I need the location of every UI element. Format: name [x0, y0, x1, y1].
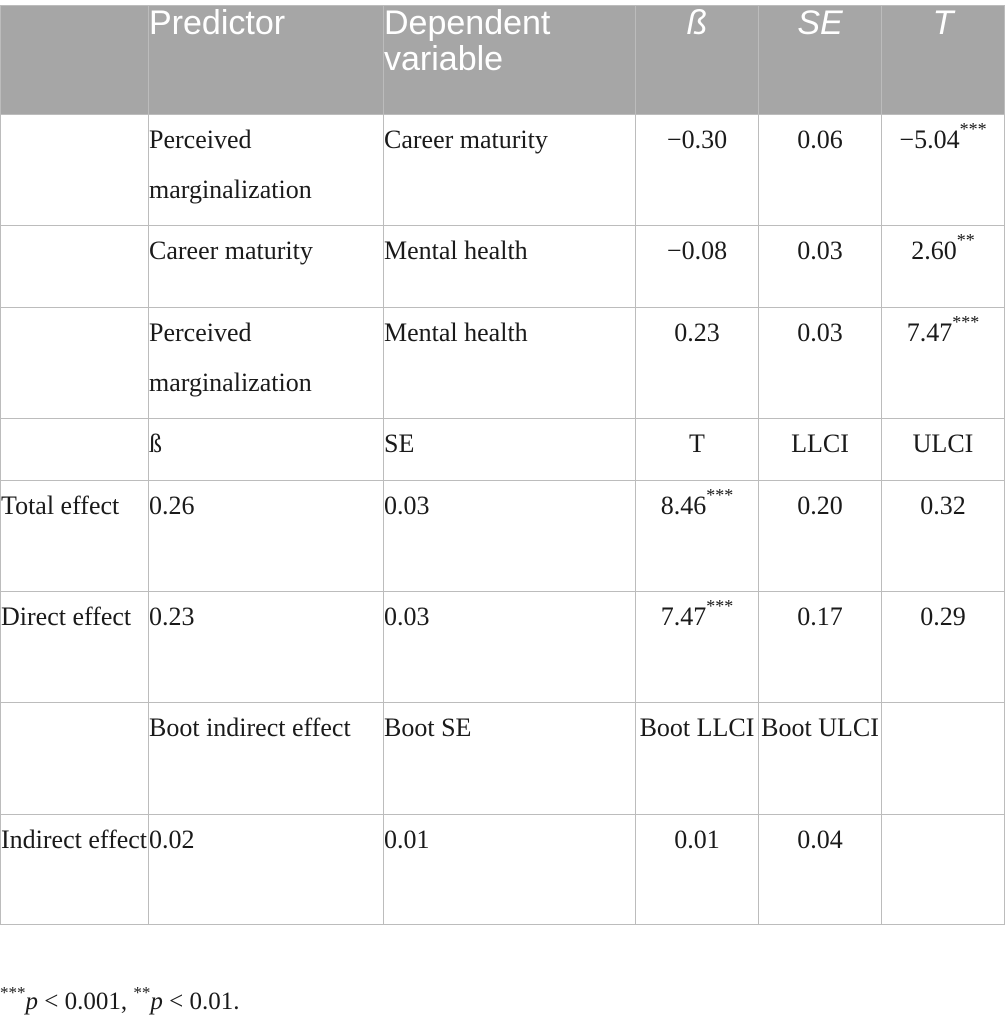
- t-cell: [882, 115, 1005, 226]
- se-cell: 0.03: [384, 481, 636, 592]
- header-t: T: [882, 6, 1005, 115]
- footnote-p-2: p: [150, 988, 163, 1015]
- beta-cell: 0.23: [636, 308, 759, 419]
- t-value: 7.47: [906, 318, 953, 347]
- row-label: [1, 308, 149, 419]
- predictor-cell: Perceived marginalization: [149, 308, 384, 419]
- header-se: SE: [759, 6, 882, 115]
- boot-indirect-cell: 0.02: [149, 815, 384, 925]
- significance-mark: ***: [959, 119, 987, 139]
- row-label: Total effect: [1, 481, 149, 592]
- header-empty: [1, 6, 149, 115]
- row-label: [1, 226, 149, 308]
- table-row: [1, 592, 1005, 703]
- row-label: Indirect effect: [1, 815, 149, 925]
- significance-mark: ***: [706, 485, 734, 505]
- se-cell: 0.03: [384, 592, 636, 703]
- subheader-boot-se: Boot SE: [384, 703, 636, 815]
- se-cell: 0.03: [759, 226, 882, 308]
- header-dependent-variable: Dependent variable: [384, 6, 636, 115]
- se-cell: 0.06: [759, 115, 882, 226]
- empty-cell: [882, 815, 1005, 925]
- boot-ulci-cell: 0.04: [759, 815, 882, 925]
- t-cell: [636, 481, 759, 592]
- t-value: −5.04: [899, 125, 960, 154]
- boot-llci-cell: 0.01: [636, 815, 759, 925]
- beta-cell: 0.26: [149, 481, 384, 592]
- footnote-text-2: < 0.01.: [162, 988, 240, 1015]
- table-footnote: [0, 983, 240, 1016]
- table-row: [1, 226, 1005, 308]
- predictor-cell: Perceived marginalization: [149, 115, 384, 226]
- header-predictor: Predictor: [149, 6, 384, 115]
- beta-cell: −0.08: [636, 226, 759, 308]
- table-row: [1, 115, 1005, 226]
- row-label: [1, 115, 149, 226]
- table-row: [1, 481, 1005, 592]
- table-row: [1, 815, 1005, 925]
- subheader-boot-indirect-effect: Boot indirect effect: [149, 703, 384, 815]
- results-table: [0, 5, 1005, 925]
- t-cell: [882, 308, 1005, 419]
- predictor-cell: Career maturity: [149, 226, 384, 308]
- row-label: Direct effect: [1, 592, 149, 703]
- row-label: [1, 419, 149, 481]
- subheader-ulci: ULCI: [882, 419, 1005, 481]
- llci-cell: 0.20: [759, 481, 882, 592]
- table-row: [1, 308, 1005, 419]
- footnote-text-1: < 0.001,: [38, 988, 134, 1015]
- significance-mark: **: [956, 230, 975, 250]
- subheader-beta: ß: [149, 419, 384, 481]
- significance-mark: ***: [706, 596, 734, 616]
- header-beta: ß: [636, 6, 759, 115]
- subheader-boot-ulci: Boot ULCI: [759, 703, 882, 815]
- subheader-llci: LLCI: [759, 419, 882, 481]
- footnote-p-1: p: [25, 988, 38, 1015]
- significance-mark: ***: [952, 312, 980, 332]
- dependent-cell: Mental health: [384, 308, 636, 419]
- ulci-cell: 0.29: [882, 592, 1005, 703]
- t-value: 2.60: [911, 236, 957, 265]
- t-value: 8.46: [660, 491, 707, 520]
- beta-cell: −0.30: [636, 115, 759, 226]
- t-cell: [882, 226, 1005, 308]
- table-row: [1, 703, 1005, 815]
- row-label: [1, 703, 149, 815]
- ulci-cell: 0.32: [882, 481, 1005, 592]
- beta-cell: 0.23: [149, 592, 384, 703]
- header-row: [1, 6, 1005, 115]
- empty-cell: [882, 703, 1005, 815]
- subheader-se: SE: [384, 419, 636, 481]
- footnote-mark-1: ***: [0, 983, 26, 1002]
- footnote-mark-2: **: [133, 983, 151, 1002]
- subheader-boot-llci: Boot LLCI: [636, 703, 759, 815]
- t-value: 7.47: [660, 602, 707, 631]
- boot-se-cell: 0.01: [384, 815, 636, 925]
- subheader-t: T: [636, 419, 759, 481]
- table-row: [1, 419, 1005, 481]
- dependent-cell: Mental health: [384, 226, 636, 308]
- llci-cell: 0.17: [759, 592, 882, 703]
- dependent-cell: Career maturity: [384, 115, 636, 226]
- se-cell: 0.03: [759, 308, 882, 419]
- t-cell: [636, 592, 759, 703]
